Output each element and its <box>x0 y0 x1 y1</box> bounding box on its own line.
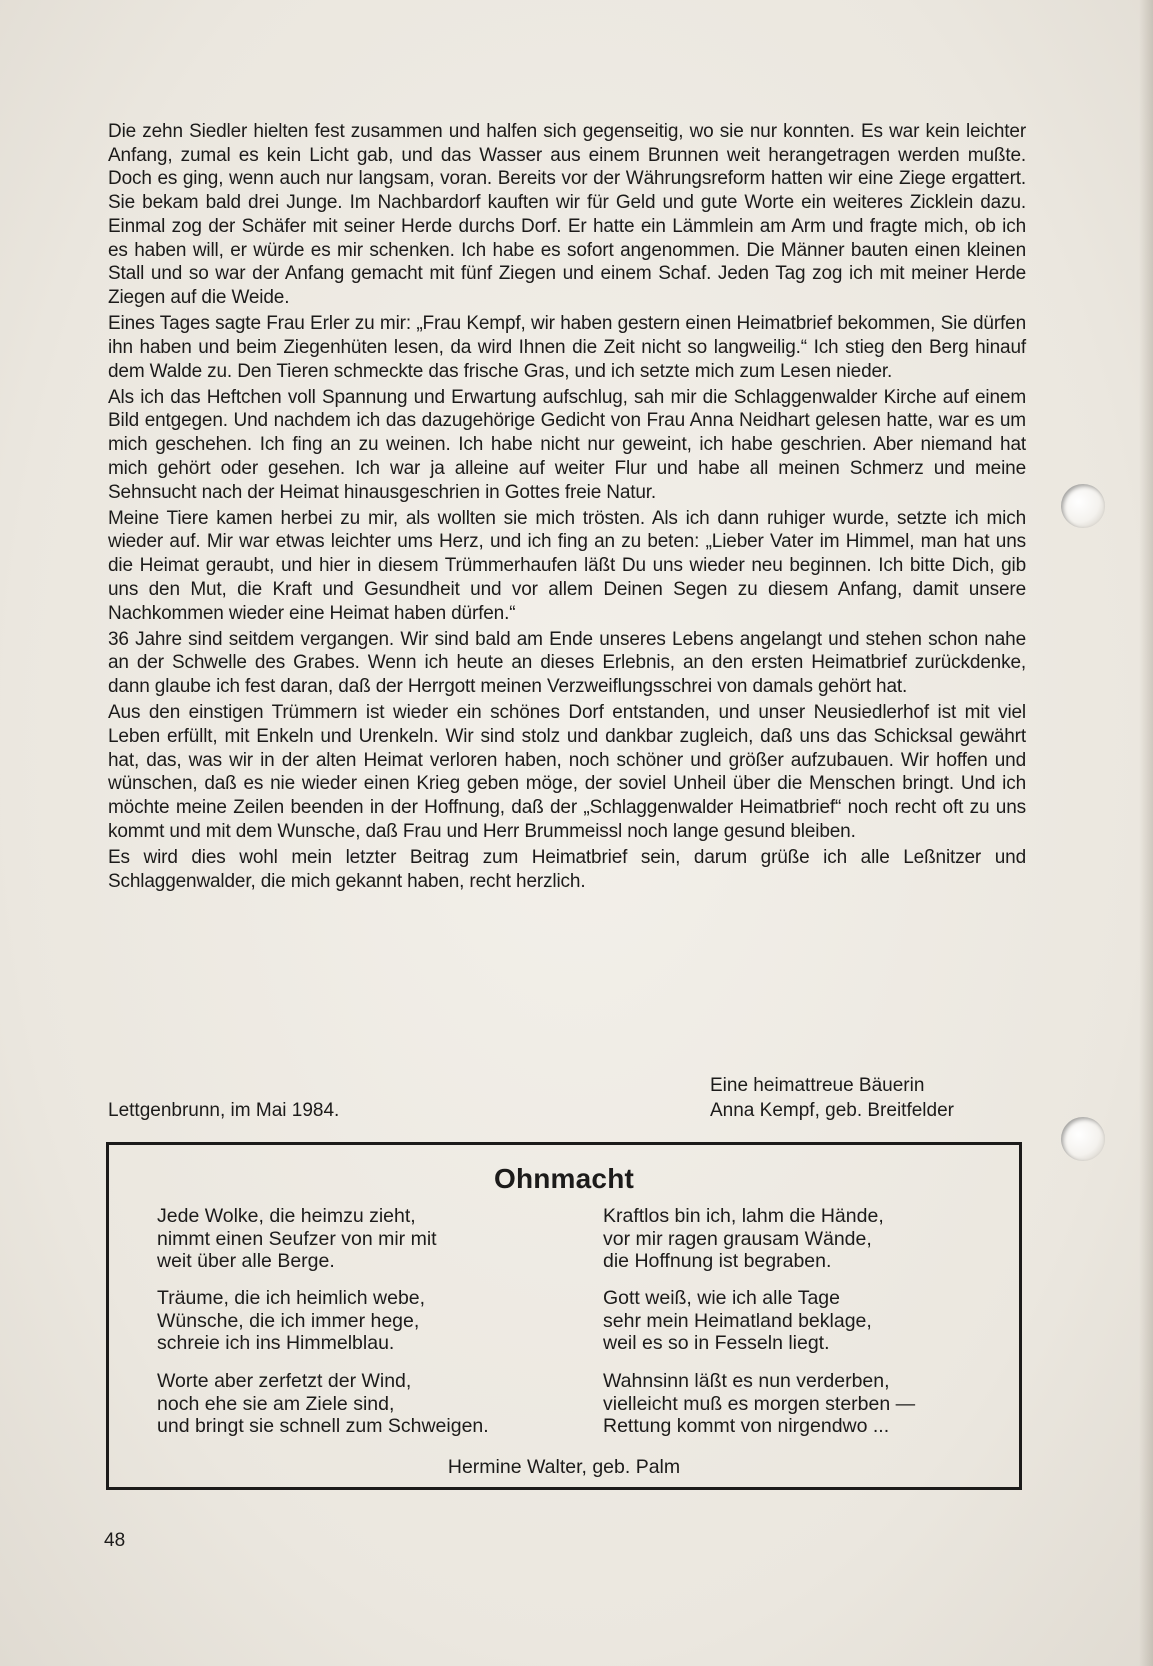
story-text <box>108 120 1026 896</box>
paragraph: Eines Tages sagte Frau Erler zu mir: „Frau Kempf, wir haben gestern einen Heimatbrief bekommen, Sie dürfen ihn haben und beim Ziegenhüten lesen, da wird Ihnen die Zeit nicht so langweilig.“ Ich stieg den Berg hinauf dem Walde zu. Den Tieren schmeckte das frische Gras, und ich setzte mich zum Lesen nieder. <box>108 313 1026 382</box>
punch-hole <box>1061 1117 1105 1161</box>
poem-title: Ohnmacht <box>493 1163 635 1194</box>
poem-stanza <box>157 1287 425 1355</box>
page-number: 48 <box>104 1530 126 1551</box>
poem-line: sehr mein Heimatland beklage, <box>603 1309 872 1332</box>
poem-line: Wahnsinn läßt es nun verderben, <box>603 1370 890 1392</box>
poem-line: die Hoffnung ist begraben. <box>603 1250 832 1273</box>
paragraph: 36 Jahre sind seitdem vergangen. Wir sind bald am Ende unseres Lebens angelangt und stehen schon nahe an der Schwelle des Grabes. Wenn ich heute an dieses Erlebnis, an den ersten Heimatbrief zurückdenke, dann glaube ich fest daran, daß der Herrgott meinen Verzweiflungsschrei von damals gehört hat. <box>108 628 1026 698</box>
poem-line: weil es so in Fesseln liegt. <box>603 1332 830 1355</box>
poem-stanza <box>157 1370 489 1438</box>
poem-line: Rettung kommt von nirgendwo ... <box>603 1415 890 1438</box>
poem-author: Hermine Walter, geb. Palm <box>447 1456 681 1478</box>
poem-stanza <box>603 1205 884 1273</box>
paragraph: Es wird dies wohl mein letzter Beitrag zum Heimatbrief sein, darum grüße ich alle Leßnitzer und Schlaggenwalder, die mich gekannt haben, recht herzlich. <box>108 847 1026 892</box>
poem-box <box>106 1142 1022 1490</box>
poem-line: und bringt sie schnell zum Schweigen. <box>157 1415 489 1438</box>
signature-block <box>108 1075 1026 1099</box>
poem-stanza <box>603 1287 872 1355</box>
signature-line: Anna Kempf, geb. Breitfelder <box>710 1100 954 1121</box>
poem-line: vielleicht muß es morgen sterben — <box>603 1392 916 1415</box>
poem-line: nimmt einen Seufzer von mir mit <box>157 1227 437 1250</box>
poem-line: vor mir ragen grausam Wände, <box>603 1227 872 1250</box>
paragraph: Aus den einstigen Trümmern ist wieder ein schönes Dorf entstanden, und unser Neusiedlerhof ist mit viel Leben erfüllt, mit Enkeln und Urenkeln. Wir sind stolz und dankbar zugleich, daß uns das Schicksal gewährt hat, das, was wir in der alten Heimat verloren haben, noch schöner und größer aufzubauen. Wir hoffen und wünschen, daß es nie wieder einen Krieg geben möge, der soviel Unheil über die Menschen bringt. Und ich möchte meine Zeilen beenden in der Hoffnung, daß der „Schlaggenwalder Heimatbrief“ noch recht oft zu uns kommt und mit dem Wunsche, daß Frau und Herr Brummeissl noch lange gesund bleiben. <box>108 702 1026 842</box>
poem-line: weit über alle Berge. <box>157 1250 335 1273</box>
poem-line: Jede Wolke, die heimzu zieht, <box>157 1205 416 1227</box>
paragraph: Als ich das Heftchen voll Spannung und Erwartung aufschlug, sah mir die Schlaggenwalder Kirche auf einem Bild entgegen. Und nachdem ich das dazugehörige Gedicht von Frau Anna Neidhart gelesen hatte, war es um mich geschehen. Ich fing an zu weinen. Ich habe nicht nur geweint, ich habe geschrien. Aber niemand hat mich gehört oder gesehen. Ich war ja alleine auf weiter Flur und habe all meinen Schmerz und meine Sehnsucht nach der Heimat hinausgeschrien in Gottes freie Natur. <box>108 386 1026 503</box>
poem-line: Gott weiß, wie ich alle Tage <box>603 1287 840 1309</box>
poem-line: schreie ich ins Himmelblau. <box>157 1332 395 1355</box>
paragraph: Die zehn Siedler hielten fest zusammen und halfen sich gegenseitig, wo sie nur konnten. Es war kein leichter Anfang, zumal es kein Licht gab, und das Wasser aus einem Brunnen weit herangetragen werden mußte. Doch es ging, wenn auch nur langsam, voran. Bereits vor der Währungsreform hatten wir eine Ziege ergattert. Sie bekam bald drei Junge. Im Nachbardorf kauften wir für Geld und gute Worte ein weiteres Zicklein dazu. Einmal zog der Schäfer mit seiner Herde durchs Dorf. Er hatte ein Lämmlein am Arm und fragte mich, ob ich es haben will, er würde es mir schenken. Ich habe es sofort angenommen. Die Männer bauten einen kleinen Stall und so war der Anfang gemacht mit fünf Ziegen und einem Schaf. Jeden Tag zog ich mit meiner Herde Ziegen auf die Weide. <box>108 121 1026 308</box>
place-date: Lettgenbrunn, im Mai 1984. <box>108 1100 340 1121</box>
poem-line: Worte aber zerfetzt der Wind, <box>157 1370 412 1392</box>
paragraph: Meine Tiere kamen herbei zu mir, als wollten sie mich trösten. Als ich dann ruhiger wurde, setzte ich mich wieder auf. Mir war etwas leichter ums Herz, und ich fing an zu beten: „Lieber Vater im Himmel, man hat uns die Heimat geraubt, und hier in diesem Trümmerhaufen läßt Du uns wieder neu beginnen. Ich bitte Dich, gib uns den Mut, die Kraft und Gesundheit und vor allem Deinen Segen zu diesem Anfang, damit unsere Nachkommen wieder eine Heimat haben dürfen.“ <box>108 507 1026 624</box>
poem-stanza <box>157 1205 437 1273</box>
poem-line: Wünsche, die ich immer hege, <box>157 1309 420 1332</box>
poem-stanza <box>603 1370 915 1438</box>
poem-line: Kraftlos bin ich, lahm die Hände, <box>603 1205 884 1227</box>
signature-line: Eine heimattreue Bäuerin <box>710 1075 925 1096</box>
poem-line: noch ehe sie am Ziele sind, <box>157 1392 395 1415</box>
punch-hole <box>1061 484 1105 528</box>
signature-block <box>108 1100 1026 1124</box>
poem-line: Träume, die ich heimlich webe, <box>157 1287 426 1309</box>
